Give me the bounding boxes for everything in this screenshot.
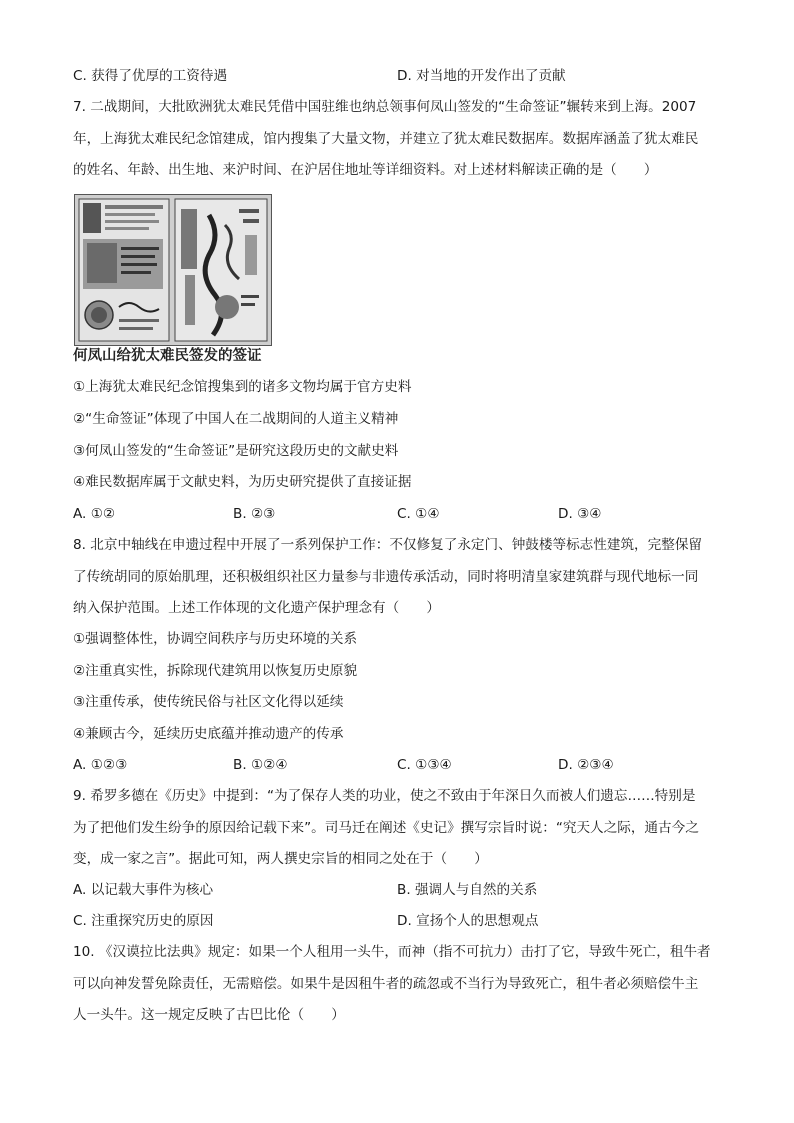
- q7-statement-1: ①上海犹太难民纪念馆搜集到的诸多文物均属于官方史料: [73, 379, 412, 395]
- figure-caption: 何凤山给犹太难民签发的签证: [73, 347, 262, 364]
- q8-option-c: C. ①③④: [397, 757, 452, 773]
- q10-stem-line-2: 可以向神发誓免除责任，无需赔偿。如果牛是因租牛者的疏忽或不当行为导致死亡，租牛者必须赔偿牛主: [73, 976, 699, 992]
- visa-document-image: [74, 194, 272, 346]
- q9-stem-line-3: 变，成一家之言”。据此可知，两人撰史宗旨的相同之处在于（ ）: [73, 851, 488, 867]
- q8-statement-4: ④兼顾古今，延续历史底蕴并推动遗产的传承: [73, 726, 344, 742]
- q9-stem-line-2: 为了把他们发生纷争的原因给记载下来”。司马迁在阐述《史记》撰写宗旨时说：“究天人之际，通古今之: [73, 820, 699, 836]
- q8-option-d: D. ②③④: [558, 757, 614, 773]
- q6-option-c: C. 获得了优厚的工资待遇: [73, 68, 228, 84]
- q8-statement-1: ①强调整体性，协调空间秩序与历史环境的关系: [73, 631, 358, 647]
- q8-option-a: A. ①②③: [73, 757, 128, 773]
- q9-option-a: A. 以记载大事件为核心: [73, 882, 214, 898]
- q9-option-c: C. 注重探究历史的原因: [73, 913, 214, 929]
- q8-statement-2: ②注重真实性，拆除现代建筑用以恢复历史原貌: [73, 663, 358, 679]
- q7-statement-4: ④难民数据库属于文献史料，为历史研究提供了直接证据: [73, 474, 412, 490]
- q7-statement-3: ③何凤山签发的“生命签证”是研究这段历史的文献史料: [73, 443, 399, 459]
- q9-option-b: B. 强调人与自然的关系: [397, 882, 538, 898]
- q7-option-c: C. ①④: [397, 506, 440, 522]
- q8-statement-3: ③注重传承，使传统民俗与社区文化得以延续: [73, 694, 344, 710]
- q7-stem-line-2: 年，上海犹太难民纪念馆建成，馆内搜集了大量文物，并建立了犹太难民数据库。数据库涵盖了犹太难民: [73, 131, 699, 147]
- q10-stem-line-1: 10. 《汉谟拉比法典》规定：如果一个人租用一头牛，而神（指不可抗力）击打了它，导致牛死亡，租牛者: [73, 944, 711, 960]
- visa-document-illustration: [75, 195, 271, 345]
- q9-stem-line-1: 9. 希罗多德在《历史》中提到：“为了保存人类的功业，使之不致由于年深日久而被人们遗忘……特别是: [73, 788, 696, 804]
- q8-stem-line-3: 纳入保护范围。上述工作体现的文化遗产保护理念有（ ）: [73, 600, 441, 616]
- q9-option-d: D. 宣扬个人的思想观点: [397, 913, 539, 929]
- q8-option-b: B. ①②④: [233, 757, 288, 773]
- q8-stem-line-2: 了传统胡同的原始肌理，还积极组织社区力量参与非遗传承活动，同时将明清皇家建筑群与现代地标一同: [73, 569, 699, 585]
- q7-stem-line-3: 的姓名、年龄、出生地、来沪时间、在沪居住地址等详细资料。对上述材料解读正确的是（ ）: [73, 162, 658, 178]
- q6-option-d: D. 对当地的开发作出了贡献: [397, 68, 566, 84]
- q10-stem-line-3: 人一头牛。这一规定反映了古巴比伦（ ）: [73, 1007, 345, 1023]
- q7-option-d: D. ③④: [558, 506, 602, 522]
- q7-option-a: A. ①②: [73, 506, 116, 522]
- q7-statement-2: ②“生命签证”体现了中国人在二战期间的人道主义精神: [73, 411, 399, 427]
- q8-stem-line-1: 8. 北京中轴线在申遗过程中开展了一系列保护工作：不仅修复了永定门、钟鼓楼等标志性建筑，完整保留: [73, 537, 703, 553]
- q7-stem-line-1: 7. 二战期间，大批欧洲犹太难民凭借中国驻维也纳总领事何凤山签发的“生命签证”辗转来到上海。2007: [73, 99, 697, 115]
- q7-option-b: B. ②③: [233, 506, 276, 522]
